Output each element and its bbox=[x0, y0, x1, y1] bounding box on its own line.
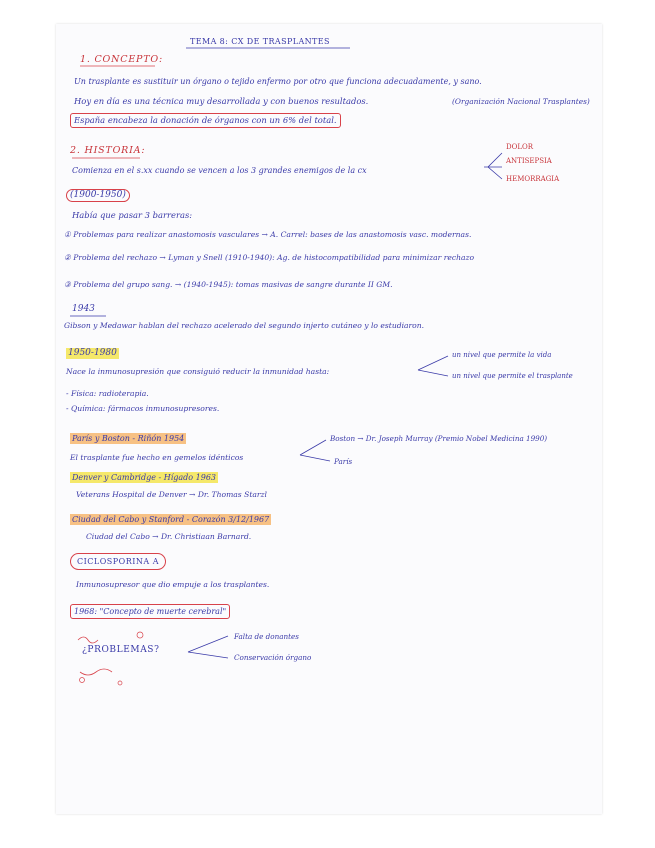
period-1900-1950: (1900-1950) bbox=[66, 189, 130, 202]
enemy-dolor: DOLOR bbox=[506, 143, 534, 151]
donation-fact-box: España encabeza la donación de órganos con un 6% del total. bbox=[70, 113, 341, 128]
concepto-line-1: Un trasplante es sustituir un órgano o tejido enfermo por otro que funciona adecuadamente, y sano. bbox=[74, 77, 482, 86]
concepto-heading: 1. CONCEPTO: bbox=[80, 54, 163, 65]
problema-2: Conservación órgano bbox=[234, 653, 312, 662]
period-1950-1980: 1950-1980 bbox=[68, 348, 117, 358]
ciclosporina-line: Inmunosupresor que dio empuje a los trasplantes. bbox=[76, 580, 270, 589]
historia-intro: Comienza en el s.xx cuando se vencen a los 3 grandes enemigos de la cx bbox=[72, 166, 367, 175]
concepto-line-2: Hoy en día es una técnica muy desarrollada y con buenos resultados. bbox=[74, 96, 369, 106]
enemy-hemorragia: HEMORRAGIA bbox=[506, 175, 560, 183]
nace-option-2: un nivel que permite el trasplante bbox=[452, 372, 573, 380]
year-1943: 1943 bbox=[72, 304, 95, 314]
paris-boston-line: El trasplante fue hecho en gemelos idénticos bbox=[70, 453, 244, 462]
barrera-1: ① Problemas para realizar anastomosis vasculares → A. Carrel: bases de las anastomosis vasc. modernas. bbox=[64, 230, 472, 239]
historia-heading: 2. HISTORIA: bbox=[70, 145, 146, 156]
paris-city: París bbox=[334, 457, 353, 466]
barrera-3: ③ Problema del grupo sang. → (1940-1945): tomas masivas de sangre durante II GM. bbox=[64, 280, 393, 289]
denver-line: Veterans Hospital de Denver → Dr. Thomas Starzl bbox=[76, 490, 267, 499]
problema-1: Falta de donantes bbox=[234, 632, 299, 641]
nace-line: Nace la inmunosupresión que consiguió reducir la inmunidad hasta: bbox=[66, 367, 330, 376]
boston-doctor: Boston → Dr. Joseph Murray (Premio Nobel Medicina 1990) bbox=[330, 434, 548, 443]
enemy-antisepsia: ANTISEPSIA bbox=[506, 157, 552, 165]
muerte-cerebral-box: 1968: "Concepto de muerte cerebral" bbox=[70, 604, 230, 619]
quimica-line: - Química: fármacos inmunosupresores. bbox=[66, 404, 220, 413]
ciclosporina-label: CICLOSPORINA A bbox=[70, 553, 166, 570]
ont-label: (Organización Nacional Trasplantes) bbox=[452, 97, 590, 106]
page-title: TEMA 8: CX DE TRASPLANTES bbox=[190, 37, 330, 46]
problemas-label: ¿PROBLEMAS? bbox=[82, 645, 160, 655]
nace-option-1: un nivel que permite la vida bbox=[452, 351, 552, 359]
barreras-text: Había que pasar 3 barreras: bbox=[72, 210, 193, 220]
denver-heading: Denver y Cambridge - Hígado 1963 bbox=[72, 473, 216, 482]
fisica-line: - Física: radioterapia. bbox=[66, 389, 149, 398]
cabo-heading: Ciudad del Cabo y Stanford - Corazón 3/12/1967 bbox=[72, 515, 270, 524]
line-1943: Gibson y Medawar hablan del rechazo acelerado del segundo injerto cutáneo y lo estudiaron. bbox=[64, 321, 425, 330]
barrera-2: ② Problema del rechazo → Lyman y Snell (1910-1940): Ag. de histocompatibilidad para minimizar rechazo bbox=[64, 253, 475, 262]
paris-boston-heading: París y Boston - Riñón 1954 bbox=[72, 434, 185, 443]
cabo-line: Ciudad del Cabo → Dr. Christiaan Barnard. bbox=[86, 532, 252, 541]
